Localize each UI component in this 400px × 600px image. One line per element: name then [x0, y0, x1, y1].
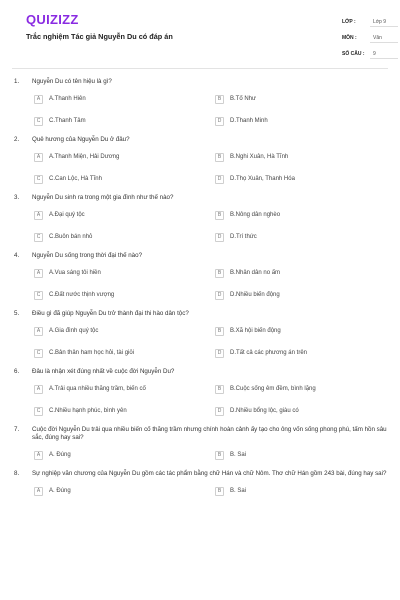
- option-letter-badge: D: [215, 291, 224, 300]
- option-text: C.Bản thân ham học hỏi, tài giỏi: [49, 350, 135, 356]
- option-text: B. Sai: [230, 488, 247, 494]
- option-text: B. Sai: [230, 452, 247, 458]
- option-letter-badge: D: [215, 407, 224, 416]
- option-b[interactable]: [215, 210, 388, 220]
- option-grid: [12, 486, 388, 496]
- question-6: [12, 368, 388, 416]
- option-letter-badge: A: [34, 327, 43, 336]
- option-grid: [12, 152, 388, 184]
- option-grid: [12, 326, 388, 358]
- option-letter-badge: B: [215, 269, 224, 278]
- option-a[interactable]: [34, 486, 207, 496]
- worksheet-meta: [342, 14, 398, 62]
- question-2: [12, 136, 388, 184]
- question-list: [12, 78, 388, 506]
- option-text: A.Đại quý tộc: [49, 212, 85, 218]
- option-text: D.Tất cả các phương án trên: [230, 350, 307, 356]
- option-letter-badge: D: [215, 233, 224, 242]
- option-d[interactable]: [215, 406, 388, 416]
- option-text: D.Thọ Xuân, Thanh Hóa: [230, 176, 295, 182]
- option-a[interactable]: [34, 326, 207, 336]
- option-d[interactable]: [215, 174, 388, 184]
- meta-label: MÔN :: [342, 35, 357, 41]
- option-b[interactable]: [215, 152, 388, 162]
- option-d[interactable]: [215, 116, 388, 126]
- option-text: C.Buôn bán nhỏ: [49, 234, 93, 240]
- option-c[interactable]: [34, 348, 207, 358]
- option-text: A.Gia đình quý tộc: [49, 328, 99, 334]
- option-c[interactable]: [34, 406, 207, 416]
- meta-row-subject: [342, 30, 398, 46]
- option-grid: [12, 94, 388, 126]
- question-number: 8.: [14, 470, 20, 477]
- option-text: A. Đúng: [49, 488, 71, 494]
- option-a[interactable]: [34, 268, 207, 278]
- option-text: D.Nhiều bổng lộc, giàu có: [230, 408, 299, 414]
- worksheet-title: Trắc nghiệm Tác giả Nguyễn Du có đáp án: [26, 32, 173, 41]
- option-d[interactable]: [215, 232, 388, 242]
- meta-row-count: [342, 46, 398, 62]
- option-text: A.Trải qua nhiều thăng trầm, biến cố: [49, 386, 146, 392]
- option-letter-badge: B: [215, 211, 224, 220]
- option-letter-badge: C: [34, 117, 43, 126]
- question-text: Nguyễn Du sống trong thời đại thế nào?: [32, 252, 143, 259]
- question-1: [12, 78, 388, 126]
- question-text: Cuộc đời Nguyễn Du trải qua nhiều biến cố thăng trầm nhưng chính hoàn cảnh ấy tạo cho ông vốn sống phong phú, tấm hồn sâu sắc, đúng hay sai?: [32, 426, 387, 441]
- question-7: [12, 426, 388, 460]
- option-letter-badge: C: [34, 407, 43, 416]
- option-letter-badge: C: [34, 233, 43, 242]
- question-number: 2.: [14, 136, 20, 143]
- option-c[interactable]: [34, 116, 207, 126]
- option-letter-badge: B: [215, 385, 224, 394]
- meta-value: 9: [370, 49, 398, 59]
- option-text: B.Tố Như: [230, 96, 257, 102]
- option-grid: [12, 210, 388, 242]
- option-text: B.Nhân dân no ấm: [230, 270, 281, 276]
- option-b[interactable]: [215, 268, 388, 278]
- option-letter-badge: C: [34, 291, 43, 300]
- question-number: 6.: [14, 368, 20, 375]
- option-b[interactable]: [215, 326, 388, 336]
- option-b[interactable]: [215, 450, 388, 460]
- option-b[interactable]: [215, 384, 388, 394]
- option-letter-badge: A: [34, 451, 43, 460]
- option-letter-badge: D: [215, 349, 224, 358]
- question-text: Đâu là nhận xét đúng nhất về cuộc đời Nguyễn Du?: [32, 368, 175, 375]
- option-text: B.Xã hội biến động: [230, 328, 281, 334]
- header-divider: [12, 68, 388, 69]
- option-letter-badge: A: [34, 385, 43, 394]
- option-text: B.Nông dân nghèo: [230, 212, 281, 218]
- option-a[interactable]: [34, 152, 207, 162]
- option-letter-badge: C: [34, 175, 43, 184]
- option-letter-badge: C: [34, 349, 43, 358]
- option-letter-badge: B: [215, 153, 224, 162]
- option-grid: [12, 450, 388, 460]
- option-text: C.Đất nước thịnh vượng: [49, 292, 115, 298]
- option-text: C.Nhiều hạnh phúc, bình yên: [49, 408, 127, 414]
- option-letter-badge: A: [34, 95, 43, 104]
- option-letter-badge: A: [34, 153, 43, 162]
- option-text: A. Đúng: [49, 452, 71, 458]
- option-letter-badge: B: [215, 451, 224, 460]
- question-text: Quê hương của Nguyễn Du ở đâu?: [32, 136, 130, 143]
- option-grid: [12, 268, 388, 300]
- question-number: 4.: [14, 252, 20, 259]
- question-4: [12, 252, 388, 300]
- option-letter-badge: B: [215, 327, 224, 336]
- question-number: 1.: [14, 78, 20, 85]
- option-letter-badge: A: [34, 211, 43, 220]
- question-text: Nguyễn Du có tên hiệu là gì?: [32, 78, 112, 85]
- meta-row-grade: [342, 14, 398, 30]
- question-number: 7.: [14, 426, 20, 433]
- meta-value: Văn: [370, 33, 398, 43]
- option-text: A.Vua sáng tôi hiền: [49, 270, 101, 276]
- question-text: Điều gì đã giúp Nguyễn Du trở thành đại thi hào dân tộc?: [32, 310, 189, 317]
- option-a[interactable]: [34, 384, 207, 394]
- question-5: [12, 310, 388, 358]
- option-a[interactable]: [34, 94, 207, 104]
- option-text: D.Thanh Minh: [230, 118, 268, 124]
- question-3: [12, 194, 388, 242]
- option-letter-badge: B: [215, 95, 224, 104]
- meta-label: LỚP :: [342, 19, 356, 25]
- option-text: A.Thanh Miện, Hải Dương: [49, 154, 120, 160]
- option-d[interactable]: [215, 290, 388, 300]
- question-text: Nguyễn Du sinh ra trong một gia đình như thế nào?: [32, 194, 174, 201]
- option-letter-badge: D: [215, 117, 224, 126]
- meta-label: SỐ CÂU :: [342, 51, 365, 57]
- option-text: D.Trí thức: [230, 234, 257, 240]
- option-letter-badge: D: [215, 175, 224, 184]
- option-c[interactable]: [34, 232, 207, 242]
- meta-value: Lớp 9: [370, 17, 398, 27]
- option-c[interactable]: [34, 290, 207, 300]
- option-text: A.Thanh Hiên: [49, 96, 86, 102]
- question-8: [12, 470, 388, 496]
- option-b[interactable]: [215, 94, 388, 104]
- option-text: C.Can Lộc, Hà Tĩnh: [49, 176, 102, 182]
- option-letter-badge: A: [34, 269, 43, 278]
- option-text: C.Thanh Tâm: [49, 118, 86, 124]
- option-a[interactable]: [34, 210, 207, 220]
- option-letter-badge: A: [34, 487, 43, 496]
- quizizz-logo[interactable]: QUIZIZZ: [26, 12, 79, 27]
- option-d[interactable]: [215, 348, 388, 358]
- question-number: 3.: [14, 194, 20, 201]
- option-b[interactable]: [215, 486, 388, 496]
- option-grid: [12, 384, 388, 416]
- option-a[interactable]: [34, 450, 207, 460]
- option-text: B.Cuộc sống êm đềm, bình lặng: [230, 386, 316, 392]
- worksheet-header: [12, 0, 388, 66]
- question-number: 5.: [14, 310, 20, 317]
- option-c[interactable]: [34, 174, 207, 184]
- option-text: B.Nghi Xuân, Hà Tĩnh: [230, 154, 289, 160]
- option-text: D.Nhiều biến động: [230, 292, 280, 298]
- question-text: Sự nghiệp văn chương của Nguyễn Du gồm các tác phẩm bằng chữ Hán và chữ Nôm. Thơ chữ Hán gồm 243 bài, đúng hay sai?: [32, 470, 387, 477]
- option-letter-badge: B: [215, 487, 224, 496]
